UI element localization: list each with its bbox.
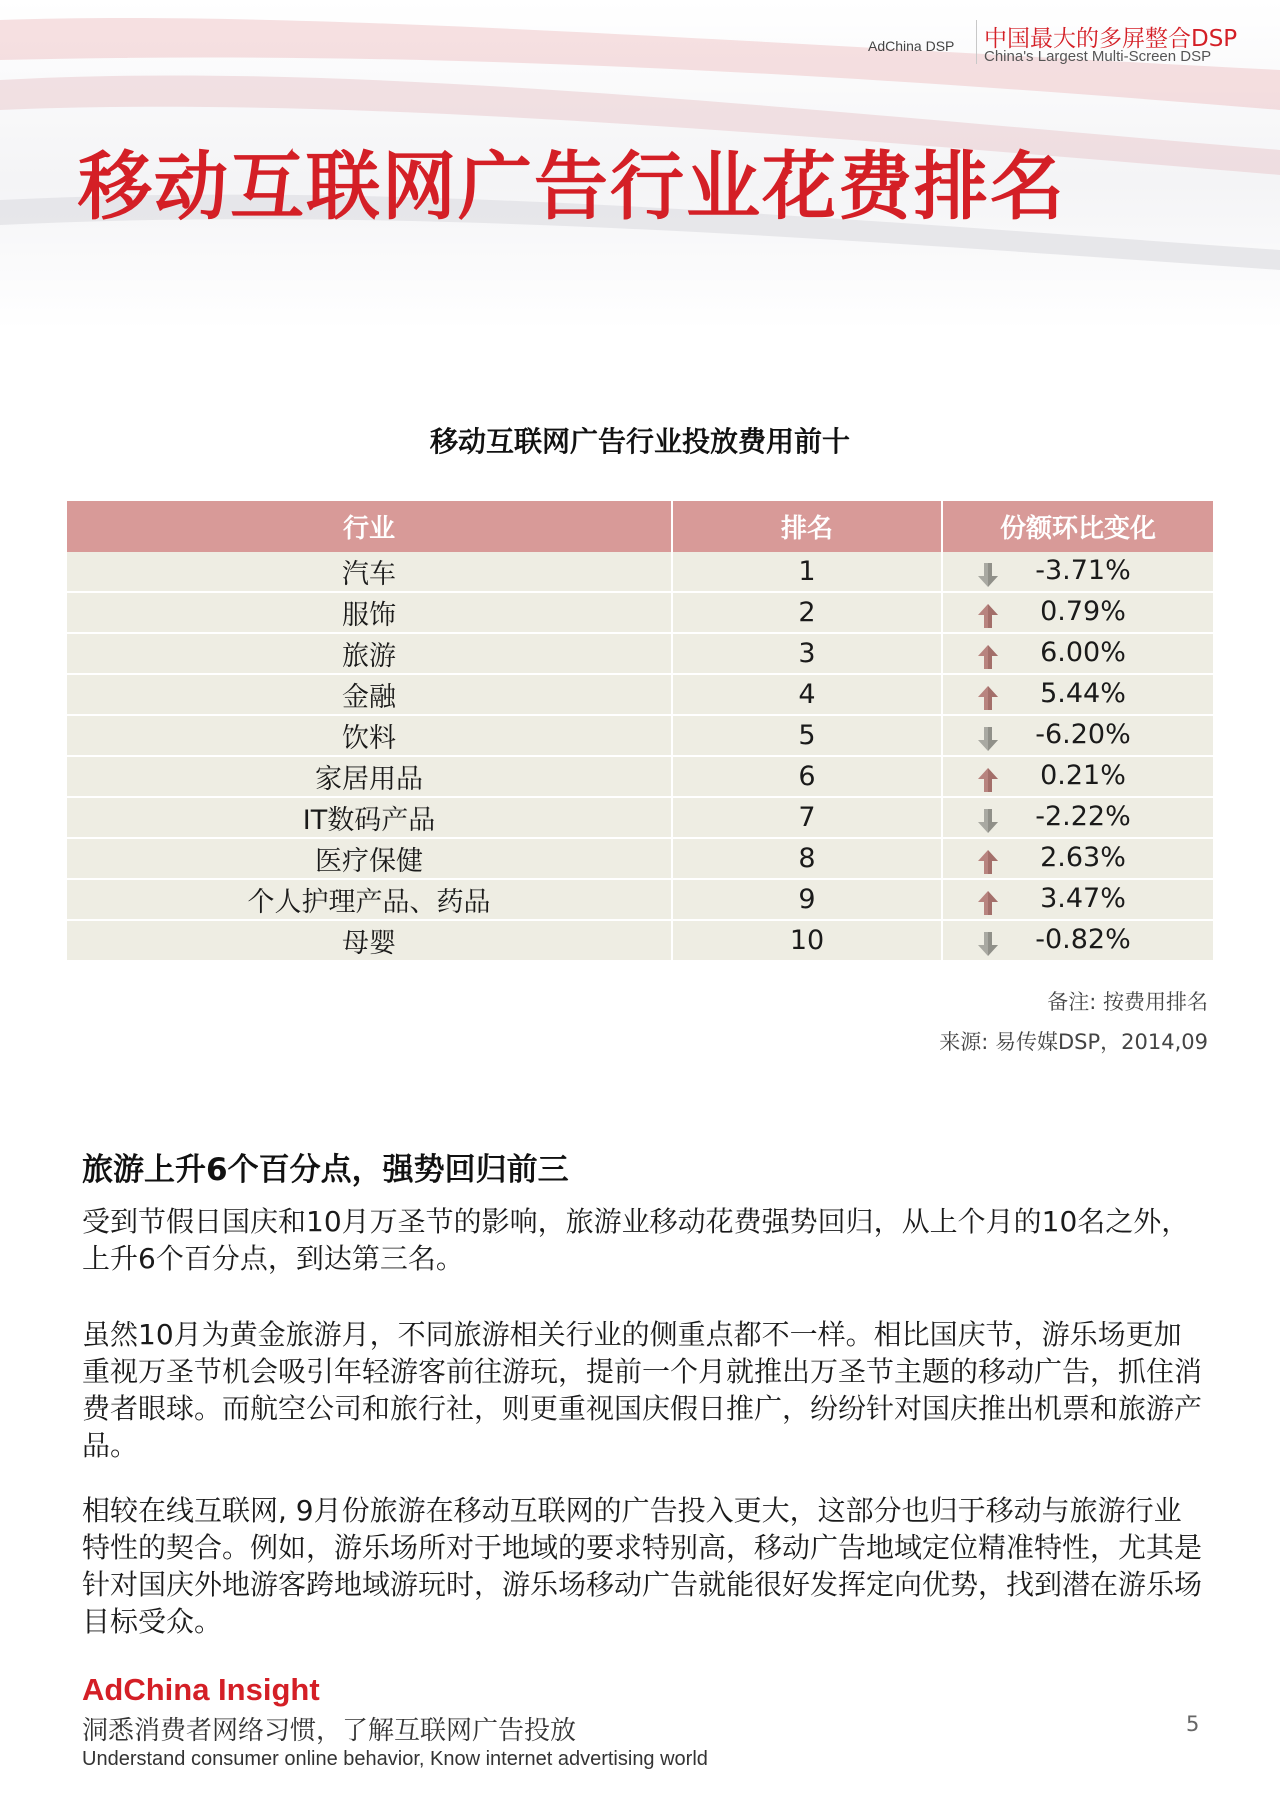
cell-rank: 3 bbox=[672, 633, 942, 674]
cell-change bbox=[942, 674, 1213, 715]
cell-change bbox=[942, 879, 1213, 920]
trend-up-arrow-icon bbox=[977, 685, 999, 711]
cell-rank: 10 bbox=[672, 920, 942, 961]
page-title: 移动互联网广告行业花费排名 bbox=[78, 144, 1066, 230]
trend-up-arrow-icon bbox=[977, 849, 999, 875]
cell-rank: 7 bbox=[672, 797, 942, 838]
cell-change bbox=[942, 715, 1213, 756]
table-title: 移动互联网广告行业投放费用前十 bbox=[429, 425, 850, 458]
article-paragraph-3: 相较在线互联网, 9月份旅游在移动互联网的广告投入更大，这部分也归于移动与旅游行业特性的契合。例如，游乐场所对于地域的要求特别高，移动广告地域定位精准特性，尤其是针对国庆外地游客跨地域游玩时，游乐场移动广告就能很好发挥定向优势，找到潜在游乐场目标受众。 bbox=[82, 1494, 1203, 1638]
change-value: 2.63% bbox=[1040, 842, 1126, 873]
trend-down-arrow-icon bbox=[977, 726, 999, 752]
cell-industry: 医疗保健 bbox=[67, 838, 672, 879]
cell-rank: 2 bbox=[672, 592, 942, 633]
table-row bbox=[67, 715, 1213, 756]
table-body bbox=[67, 552, 1213, 961]
change-value: 3.47% bbox=[1040, 883, 1126, 914]
cell-rank: 9 bbox=[672, 879, 942, 920]
cell-change bbox=[942, 920, 1213, 961]
cell-industry: 服饰 bbox=[67, 592, 672, 633]
cell-industry: 家居用品 bbox=[67, 756, 672, 797]
trend-up-arrow-icon bbox=[977, 603, 999, 629]
article-heading: 旅游上升6个百分点，强势回归前三 bbox=[82, 1152, 569, 1188]
header-brand-cn: 中国最大的多屏整合DSP bbox=[984, 26, 1238, 52]
cell-industry: 旅游 bbox=[67, 633, 672, 674]
table-row bbox=[67, 797, 1213, 838]
change-value: -6.20% bbox=[1035, 719, 1131, 750]
change-wrapper bbox=[943, 923, 1213, 958]
table-source: 来源: 易传媒DSP，2014,09 bbox=[939, 1030, 1208, 1054]
trend-up-arrow-icon bbox=[977, 890, 999, 916]
cell-industry: 金融 bbox=[67, 674, 672, 715]
cell-change bbox=[942, 633, 1213, 674]
trend-down-arrow-icon bbox=[977, 562, 999, 588]
cell-industry: 饮料 bbox=[67, 715, 672, 756]
change-value: -0.82% bbox=[1035, 924, 1131, 955]
trend-up-arrow-icon bbox=[977, 644, 999, 670]
change-value: 0.21% bbox=[1040, 760, 1126, 791]
change-wrapper bbox=[943, 677, 1213, 712]
column-header-rank: 排名 bbox=[672, 501, 942, 552]
change-wrapper bbox=[943, 800, 1213, 835]
article-paragraph-2: 虽然10月为黄金旅游月，不同旅游相关行业的侧重点都不一样。相比国庆节，游乐场更加重视万圣节机会吸引年轻游客前往游玩，提前一个月就推出万圣节主题的移动广告，抓住消费者眼球。而航空公司和旅行社，则更重视国庆假日推广，纷纷针对国庆推出机票和旅游产品。 bbox=[82, 1318, 1203, 1462]
cell-industry: 汽车 bbox=[67, 552, 672, 592]
table-row bbox=[67, 552, 1213, 592]
table-row bbox=[67, 633, 1213, 674]
table-header-row bbox=[67, 501, 1213, 552]
cell-industry: IT数码产品 bbox=[67, 797, 672, 838]
change-value: -2.22% bbox=[1035, 801, 1131, 832]
change-wrapper bbox=[943, 554, 1213, 589]
footer-brand: AdChina Insight bbox=[82, 1672, 320, 1707]
cell-rank: 4 bbox=[672, 674, 942, 715]
table-row bbox=[67, 879, 1213, 920]
cell-change bbox=[942, 756, 1213, 797]
trend-down-arrow-icon bbox=[977, 931, 999, 957]
trend-down-arrow-icon bbox=[977, 808, 999, 834]
table-row bbox=[67, 838, 1213, 879]
cell-change bbox=[942, 797, 1213, 838]
change-wrapper bbox=[943, 636, 1213, 671]
ranking-table bbox=[67, 501, 1213, 962]
cell-change bbox=[942, 838, 1213, 879]
change-wrapper bbox=[943, 759, 1213, 794]
change-wrapper bbox=[943, 595, 1213, 630]
cell-rank: 1 bbox=[672, 552, 942, 592]
change-value: 6.00% bbox=[1040, 637, 1126, 668]
header-divider bbox=[976, 20, 977, 64]
table-row bbox=[67, 756, 1213, 797]
article-paragraph-1: 受到节假日国庆和10月万圣节的影响，旅游业移动花费强势回归，从上个月的10名之外，上升6个百分点，到达第三名。 bbox=[82, 1205, 1190, 1275]
footer-tagline-cn: 洞悉消费者网络习惯，了解互联网广告投放 bbox=[82, 1716, 577, 1746]
cell-rank: 8 bbox=[672, 838, 942, 879]
trend-up-arrow-icon bbox=[977, 767, 999, 793]
change-wrapper bbox=[943, 718, 1213, 753]
column-header-industry: 行业 bbox=[67, 501, 672, 552]
cell-change bbox=[942, 592, 1213, 633]
cell-rank: 5 bbox=[672, 715, 942, 756]
page-number: 5 bbox=[1186, 1712, 1200, 1736]
change-wrapper bbox=[943, 882, 1213, 917]
table-row bbox=[67, 592, 1213, 633]
cell-change bbox=[942, 552, 1213, 592]
cell-rank: 6 bbox=[672, 756, 942, 797]
cell-industry: 母婴 bbox=[67, 920, 672, 961]
header-brand-small: AdChina DSP bbox=[868, 38, 955, 54]
column-header-change: 份额环比变化 bbox=[942, 501, 1213, 552]
footer-tagline-en: Understand consumer online behavior, Know internet advertising world bbox=[82, 1748, 708, 1770]
cell-industry: 个人护理产品、药品 bbox=[67, 879, 672, 920]
header-brand-en: China's Largest Multi-Screen DSP bbox=[984, 48, 1212, 65]
table-note: 备注: 按费用排名 bbox=[1047, 990, 1208, 1014]
table-row bbox=[67, 674, 1213, 715]
table-row bbox=[67, 920, 1213, 961]
change-value: 0.79% bbox=[1040, 596, 1126, 627]
change-value: -3.71% bbox=[1035, 555, 1131, 586]
change-value: 5.44% bbox=[1040, 678, 1126, 709]
change-wrapper bbox=[943, 841, 1213, 876]
